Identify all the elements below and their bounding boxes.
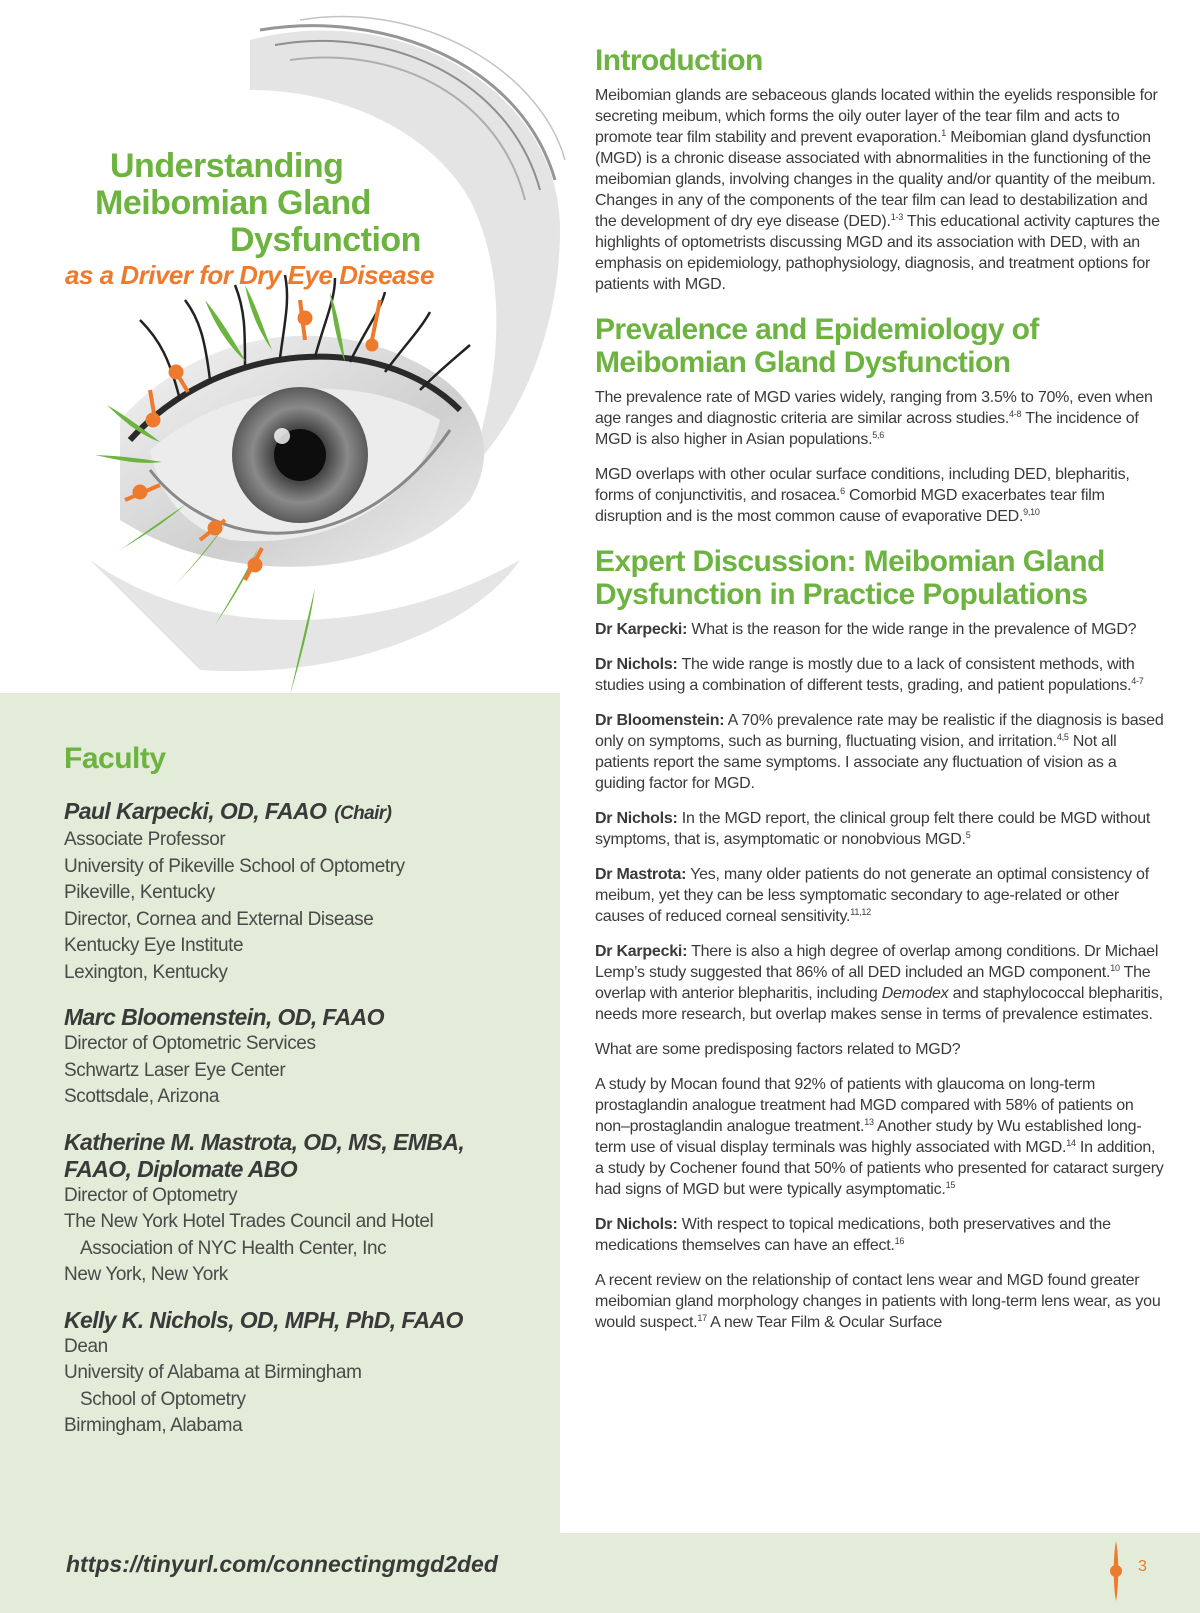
member-line: Birmingham, Alabama [64,1415,243,1436]
ref: 10 [1110,963,1120,973]
text-run: There is also a high degree of overlap among conditions. Dr Michael Lemp’s study suggested that 86% of all DED included an MGD component. [595,943,1159,981]
member-line: Director of Optometry [64,1184,238,1206]
faculty-member-name-line-1: Katherine M. Mastrota, OD, MS, EMBA, [64,1128,465,1155]
speaker: Dr Bloomenstein: [595,712,725,729]
text-run: The overlap with anterior blepharitis, including [595,964,1151,1002]
text-run: A recent review on the relationship of contact lens wear and MGD found greater meibomian gland morphology changes in patients with long-term lens wear, as you would suspect. [595,1272,1161,1331]
intro-paragraph [595,85,1165,295]
ref: 5 [965,830,971,840]
text-run: A 70% prevalence rate may be realistic if the diagnosis is based only on symptoms, such as burning, fluctuating vision, and irritation. [595,712,1164,750]
ref: 4-8 [1009,409,1022,419]
faculty-heading: Faculty [64,742,166,775]
member-line: Pikeville, Kentucky [64,882,215,903]
member-line: Associate Professor [64,829,226,850]
prevalence-paragraph-1 [595,387,1165,450]
member-line: Director, Cornea and External Disease [64,908,374,930]
faculty-member-mastrota [64,1129,544,1289]
faculty-member-name: Marc Bloomenstein, OD, FAAO [64,1004,384,1030]
discussion-a3 [595,808,1165,850]
text-run: The incidence of MGD is also higher in Asian populations. [595,410,1139,448]
faculty-member-name-line-2: FAAO, Diplomate ABO [64,1155,298,1182]
faculty-member-name: Kelly K. Nichols, OD, MPH, PhD, FAAO [64,1306,463,1333]
page-number: 3 [1138,1558,1147,1575]
faculty-member-nichols [64,1307,544,1440]
discussion-a2 [595,710,1165,794]
hero-subtitle: as a Driver for Dry Eye Disease [65,260,434,290]
speaker: Dr Nichols: [595,1216,678,1233]
member-name-text: Paul Karpecki, OD, FAAO [64,798,327,824]
chair-label: (Chair) [334,803,392,824]
ref: 14 [1066,1138,1076,1148]
text-run: What is the reason for the wide range in the prevalence of MGD? [687,621,1137,638]
text-run: Meibomian gland dysfunction (MGD) is a chronic disease associated with abnormalities in the functioning of the meibomian glands, involving changes in the quality and/or quantity of the meibum. Changes in any of the components of the tear film can lead to destabilization and the development of dry eye disease (DED). [595,129,1156,230]
ref: 4-7 [1131,676,1144,686]
member-line: Association of NYC Health Center, Inc [80,1237,387,1259]
member-line: Schwartz Laser Eye Center [64,1059,286,1081]
article-column [595,44,1165,1347]
faculty-list [64,798,544,1458]
ref: 4,5 [1056,732,1069,742]
member-line: Dean [64,1335,108,1357]
text-run: and staphylococcal blepharitis, needs more research, but overlap makes sense in terms of prevalence estimates. [595,985,1163,1023]
heading-line: Expert Discussion: Meibomian Gland [595,545,1105,578]
cheek-shading [90,560,520,671]
prevalence-heading [595,313,1165,379]
pin-mark-icon [1106,1541,1126,1601]
text-run: Yes, many older patients do not generate an optimal consistency of meibum, yet they can be less symptomatic secondary to age-related or other causes of reduced corneal sensitivity. [595,866,1149,925]
member-line: School of Optometry [80,1388,246,1410]
ref: 13 [864,1117,874,1127]
member-line: University of Alabama at Birmingham [64,1362,362,1383]
faculty-member-bloomenstein [64,1004,544,1111]
hero-title [40,148,440,291]
faculty-member-name [64,798,544,827]
discussion-q1 [595,619,1165,640]
heading-line: Dysfunction in Practice Populations [595,578,1088,611]
discussion-studies [595,1074,1165,1200]
text-run: In the MGD report, the clinical group felt there could be MGD without symptoms, that is, asymptomatic or nonobvious MGD. [595,810,1151,848]
prevalence-paragraph-2 [595,464,1165,527]
footer-url-link[interactable]: https://tinyurl.com/connectingmgd2ded [66,1551,498,1577]
hero-artwork [0,0,570,700]
discussion-a4 [595,864,1165,927]
speaker: Dr Nichols: [595,810,678,827]
ref: 17 [697,1313,707,1323]
discussion-heading [595,545,1165,611]
discussion-a5 [595,941,1165,1025]
member-line: The New York Hotel Trades Council and Hotel [64,1211,434,1232]
discussion-a6 [595,1214,1165,1256]
member-line: New York, New York [64,1264,228,1285]
ref: 1 [941,128,947,138]
member-line: Director of Optometric Services [64,1033,316,1054]
ref: 9,10 [1023,507,1040,517]
ref: 15 [945,1180,956,1190]
member-line: University of Pikeville School of Optometry [64,855,405,877]
heading-line: Meibomian Gland Dysfunction [595,346,1011,379]
text-run: MGD overlaps with other ocular surface conditions, including DED, blepharitis, forms of conjunctivitis, and rosacea. [595,466,1130,504]
ref: 11,12 [850,907,871,917]
hero-title-line-1: Understanding [110,147,344,185]
text-run: With respect to topical medications, both preservatives and the medications themselves can have an effect. [595,1216,1111,1254]
speaker: Dr Karpecki: [595,621,688,638]
member-line: Lexington, Kentucky [64,961,228,983]
text-run: In addition, a study by Cochener found that 50% of patients who presented for cataract surgery had signs of MGD but were typically asymptomatic. [595,1139,1164,1198]
italic-term: Demodex [881,985,949,1002]
hero-title-line-3: Dysfunction [230,221,421,259]
text-run: The wide range is mostly due to a lack of consistent methods, with studies using a combination of different tests, grading, and patient populations. [595,656,1135,694]
speaker: Dr Nichols: [595,656,678,673]
speaker: Dr Mastrota: [595,866,687,883]
text-run: A new Tear Film & Ocular Surface [706,1314,942,1331]
member-line: Scottsdale, Arizona [64,1086,220,1107]
ref: 1-3 [890,212,903,222]
discussion-last [595,1270,1165,1333]
faculty-member-karpecki [64,798,544,986]
discussion-a1 [595,654,1165,696]
ref: 16 [894,1236,905,1246]
text-run: Comorbid MGD exacerbates tear film disruption and is the most common cause of evaporative DED. [595,487,1105,525]
member-line: Kentucky Eye Institute [64,935,244,956]
text-run: A study by Mocan found that 92% of patients with glaucoma on long-term prostaglandin analogue treatment had MGD compared with 58% of patients on non–prostaglandin analogue treatment. [595,1076,1134,1135]
text-run: Not all patients report the same symptoms. I associate any fluctuation of vision as a guiding factor for MGD. [595,733,1117,792]
discussion-q2: What are some predisposing factors related to MGD? [595,1041,961,1058]
speaker: Dr Karpecki: [595,943,688,960]
text-run: The prevalence rate of MGD varies widely, ranging from 3.5% to 70%, even when age ranges and diagnostic criteria are similar across studies. [595,389,1153,427]
eye-illustration [0,0,570,700]
heading-line: Prevalence and Epidemiology of [595,313,1039,346]
intro-heading: Introduction [595,44,763,77]
text-run: Another study by Wu established long-term use of visual display terminals was highly associated with MGD. [595,1118,1142,1156]
ref: 5,6 [872,430,885,440]
hero-title-line-2: Meibomian Gland [95,184,371,222]
text-run: Meibomian glands are sebaceous glands located within the eyelids responsible for secreting meibum, which forms the oily outer layer of the tear film and acts to promote tear film stability and prevent evaporation. [595,87,1158,146]
text-run: This educational activity captures the highlights of optometrists discussing MGD and its association with DED, with an emphasis on epidemiology, pathophysiology, diagnosis, and treatment options for patients with MGD. [595,213,1160,293]
ref: 6 [840,486,845,496]
